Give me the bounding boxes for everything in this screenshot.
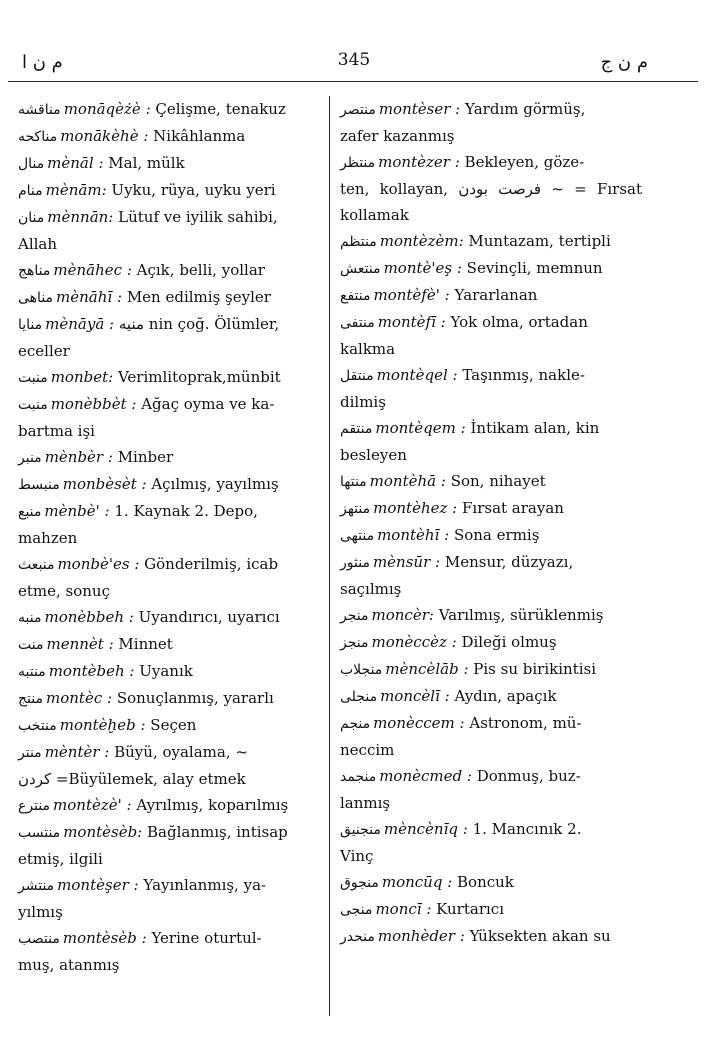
entry-continuation: كردن =Büyülemek, alay etmek — [18, 770, 246, 788]
entry-arabic-word: منترع — [18, 798, 51, 814]
entry-definition: Yararlanan — [454, 286, 538, 304]
entry-headword: monbè'es : — [57, 555, 145, 573]
dictionary-entry — [18, 792, 318, 819]
entry-definition: Yayınlanmış, ya- — [143, 876, 267, 894]
dictionary-entry — [340, 362, 642, 389]
dictionary-entry — [18, 551, 318, 578]
entry-headword: montèfè' : — [373, 286, 455, 304]
dictionary-entry — [340, 710, 642, 737]
entry-arabic-word: منجوق — [340, 875, 379, 891]
entry-definition: Verimlitoprak,münbit — [117, 368, 281, 386]
entry-arabic-word: منجر — [340, 608, 369, 624]
dictionary-entry — [340, 869, 642, 896]
entry-arabic-word: منتخب — [18, 718, 57, 734]
entry-headword: monècmed : — [379, 767, 477, 785]
entry-continuation: etmiş, ilgili — [18, 850, 103, 868]
entry-continuation: etme, sonuç — [18, 582, 110, 600]
column-divider — [329, 96, 330, 1016]
entry-definition: Bekleyen, göze- — [464, 153, 585, 171]
entry-definition: Seçen — [150, 716, 197, 734]
entry-arabic-word: منحدر — [340, 929, 375, 945]
entry-headword: mennèt : — [46, 635, 119, 653]
entry-arabic-word: منان — [18, 210, 45, 226]
entry-definition: Gönderilmiş, icab — [144, 555, 279, 573]
entry-headword: montèc : — [46, 689, 117, 707]
entry-definition: Ağaç oyma ve ka- — [141, 395, 275, 413]
entry-definition: منيه nin çoğ. Ölümler, — [118, 315, 280, 333]
entry-arabic-word: منتظم — [340, 234, 377, 250]
entry-definition: Mensur, düzyazı, — [444, 553, 574, 571]
entry-definition: Uyandırıcı, uyarıcı — [138, 608, 280, 626]
entry-arabic-word: منبعث — [18, 557, 55, 573]
entry-definition: Uyanık — [139, 662, 193, 680]
entry-arabic-word: مناهج — [18, 263, 51, 279]
dictionary-entry — [18, 257, 318, 284]
dictionary-entry — [340, 549, 642, 576]
entry-arabic-word: مناهى — [18, 290, 54, 306]
entry-continuation: ten, kollayan, فرصت بودن ~ = Fırsat kollamak — [340, 180, 642, 224]
entry-continuation: dilmiş — [340, 393, 386, 411]
dictionary-entry — [18, 311, 318, 338]
entry-headword: monèbbèt : — [50, 395, 142, 413]
entry-arabic-word: منتهى — [340, 528, 375, 544]
entry-headword: mènāhec : — [53, 261, 137, 279]
entry-arabic-word: منجلى — [340, 689, 378, 705]
dictionary-entry — [18, 819, 318, 846]
dictionary-entry — [18, 604, 318, 631]
entry-definition: Varılmış, sürüklenmiş — [438, 606, 604, 624]
entry-headword: montèhā : — [369, 472, 451, 490]
entry-headword: mènāhī : — [56, 288, 127, 306]
dictionary-entry — [18, 471, 318, 498]
entry-arabic-word: منت — [18, 637, 44, 653]
entry-headword: montèfī : — [377, 313, 451, 331]
dictionary-entry — [18, 444, 318, 471]
entry-headword: mènbèr : — [44, 448, 118, 466]
entry-arabic-word: منتفى — [340, 315, 375, 331]
entry-headword: montèqem : — [375, 419, 471, 437]
entry-definition: Taşınmış, nakle- — [462, 366, 585, 384]
entry-arabic-word: منتعش — [340, 261, 381, 277]
entry-arabic-word: منجمد — [340, 769, 377, 785]
dictionary-entry — [340, 763, 642, 790]
dictionary-entry — [18, 685, 318, 712]
entry-definition: Minber — [117, 448, 174, 466]
entry-continuation: Vinç — [340, 847, 374, 865]
entry-definition: Ayrılmış, koparılmış — [136, 796, 289, 814]
dictionary-entry — [18, 658, 318, 685]
entry-arabic-word: منتقل — [340, 368, 374, 384]
entry-headword: moncèlī : — [380, 687, 455, 705]
entry-arabic-word: منبت — [18, 397, 48, 413]
entry-headword: monāqèżè : — [63, 100, 156, 118]
entry-headword: monèccem : — [373, 714, 470, 732]
entry-definition: Fırsat arayan — [462, 499, 564, 517]
entry-continuation: saçılmış — [340, 580, 402, 598]
entry-arabic-word: منتج — [18, 691, 43, 707]
entry-definition: Sona ermiş — [453, 526, 540, 544]
entry-headword: mènāl : — [47, 154, 109, 172]
entry-definition: Çelişme, tenakuz — [155, 100, 286, 118]
left-column — [18, 96, 318, 978]
entry-arabic-word: منجنيق — [340, 822, 381, 838]
entry-arabic-word: منبع — [18, 504, 42, 520]
entry-arabic-word: منجلاب — [340, 662, 383, 678]
entry-continuation: lanmış — [340, 794, 391, 812]
entry-definition: Bağlanmış, intisap — [147, 823, 288, 841]
entry-definition: Lütuf ve iyilik sahibi, — [118, 208, 278, 226]
dictionary-entry — [340, 228, 642, 255]
entry-headword: mènnān: — [47, 208, 119, 226]
entry-definition: Son, nihayet — [450, 472, 546, 490]
entry-definition: 1. Kaynak 2. Depo, — [114, 502, 258, 520]
entry-definition: Uyku, rüya, uyku yeri — [111, 181, 276, 199]
entry-continuation: besleyen — [340, 446, 407, 464]
entry-headword: monèccèz : — [371, 633, 462, 651]
entry-arabic-word: منتقم — [340, 421, 373, 437]
dictionary-entry — [340, 923, 642, 950]
entry-headword: montèḫeb : — [59, 716, 151, 734]
dictionary-entry — [18, 872, 318, 899]
entry-headword: monèbbeh : — [44, 608, 139, 626]
entry-continuation: zafer kazanmış — [340, 127, 455, 145]
entry-headword: monbèsèt : — [62, 475, 152, 493]
dictionary-entry — [340, 522, 642, 549]
dictionary-entry — [18, 177, 318, 204]
entry-headword: montèzer : — [378, 153, 465, 171]
entry-definition: Astronom, mü- — [469, 714, 582, 732]
dictionary-entry — [18, 739, 318, 766]
entry-definition: Yok olma, ortadan — [450, 313, 588, 331]
entry-definition: Muntazam, tertipli — [468, 232, 611, 250]
entry-definition: Men edilmiş şeyler — [126, 288, 271, 306]
entry-arabic-word: منتبه — [18, 664, 46, 680]
dictionary-entry — [340, 896, 642, 923]
entry-headword: montèhī : — [377, 526, 454, 544]
entry-arabic-word: منال — [18, 156, 45, 172]
right-column — [340, 96, 642, 950]
entry-definition: Pis su birikintisi — [473, 660, 596, 678]
entry-arabic-word: منتر — [18, 745, 42, 761]
entry-definition: Büyü, oyalama, ~ — [114, 743, 248, 761]
entry-definition: Açık, belli, yollar — [136, 261, 265, 279]
dictionary-entry — [340, 602, 642, 629]
dictionary-entry — [340, 415, 642, 442]
entry-headword: mèncènīq : — [383, 820, 473, 838]
entry-headword: moncī : — [375, 900, 437, 918]
entry-arabic-word: منجم — [340, 716, 371, 732]
dictionary-entry — [18, 150, 318, 177]
entry-headword: monākèhè : — [60, 127, 154, 145]
entry-arabic-word: منتسب — [18, 825, 61, 841]
entry-arabic-word: منتهز — [340, 501, 371, 517]
dictionary-entry — [18, 631, 318, 658]
entry-definition: Açılmış, yayılmış — [151, 475, 279, 493]
dictionary-entry — [18, 284, 318, 311]
entry-headword: mènāyā : — [45, 315, 119, 333]
dictionary-entry — [18, 204, 318, 231]
entry-continuation: yılmış — [18, 903, 63, 921]
dictionary-entry — [340, 629, 642, 656]
entry-definition: Yerine oturtul- — [151, 929, 262, 947]
entry-headword: montèzè' : — [53, 796, 137, 814]
entry-headword: montèser : — [378, 100, 465, 118]
entry-arabic-word: مناقشه — [18, 102, 61, 118]
entry-arabic-word: منايا — [18, 317, 43, 333]
entry-arabic-word: منتظر — [340, 155, 376, 171]
entry-headword: montèqel : — [376, 366, 463, 384]
entry-definition: Yüksekten akan su — [469, 927, 611, 945]
header-rule — [8, 81, 698, 82]
entry-headword: mènsūr : — [372, 553, 445, 571]
dictionary-entry — [340, 683, 642, 710]
entry-definition: Aydın, apaçık — [454, 687, 557, 705]
entry-headword: mèntèr : — [44, 743, 115, 761]
dictionary-entry — [340, 495, 642, 522]
entry-headword: montèsèb: — [63, 823, 148, 841]
entry-headword: mèncèlāb : — [385, 660, 474, 678]
entry-arabic-word: منام — [18, 183, 43, 199]
entry-definition: 1. Mancınık 2. — [472, 820, 582, 838]
entry-headword: mènbè' : — [44, 502, 115, 520]
header-letters-right: م ن ج — [600, 52, 648, 73]
entry-arabic-word: منتفع — [340, 288, 371, 304]
entry-headword: montèzèm: — [379, 232, 469, 250]
dictionary-entry — [18, 123, 318, 150]
entry-headword: montèhez : — [373, 499, 462, 517]
page-number: 345 — [337, 50, 371, 70]
entry-definition: Nikâhlanma — [153, 127, 246, 145]
entry-arabic-word: منبه — [18, 610, 42, 626]
entry-arabic-word: منجز — [340, 635, 369, 651]
entry-definition: Dileği olmuş — [461, 633, 557, 651]
entry-continuation: Allah — [18, 235, 58, 253]
entry-definition: Minnet — [118, 635, 173, 653]
entry-definition: Kurtarıcı — [436, 900, 504, 918]
dictionary-entry — [340, 149, 642, 176]
dictionary-entry — [18, 712, 318, 739]
entry-definition: Donmuş, buz- — [476, 767, 581, 785]
dictionary-entry — [340, 309, 642, 336]
entry-arabic-word: منبسط — [18, 477, 60, 493]
dictionary-entry — [340, 96, 642, 123]
header-letters-left: م ن ا — [22, 52, 63, 73]
dictionary-entry — [18, 364, 318, 391]
entry-definition: Sevinçli, memnun — [466, 259, 603, 277]
entry-headword: monhèder : — [377, 927, 470, 945]
entry-headword: moncèr: — [371, 606, 439, 624]
entry-arabic-word: منبر — [18, 450, 42, 466]
entry-definition: İntikam alan, kin — [470, 419, 600, 437]
dictionary-entry — [340, 468, 642, 495]
entry-arabic-word: منتصر — [340, 102, 376, 118]
dictionary-entry — [340, 282, 642, 309]
entry-arabic-word: منثور — [340, 555, 370, 571]
entry-headword: montèşer : — [57, 876, 144, 894]
entry-arabic-word: منبت — [18, 370, 48, 386]
entry-definition: Sonuçlanmış, yararlı — [116, 689, 274, 707]
entry-continuation: mahzen — [18, 529, 78, 547]
entry-continuation: muş, atanmış — [18, 956, 120, 974]
entry-arabic-word: منتها — [340, 474, 367, 490]
page-header — [0, 0, 708, 73]
dictionary-entry — [18, 391, 318, 418]
dictionary-entry — [18, 96, 318, 123]
entry-continuation: kalkma — [340, 340, 396, 358]
entry-continuation: bartma işi — [18, 422, 95, 440]
entry-headword: moncūq : — [381, 873, 458, 891]
entry-definition: Boncuk — [457, 873, 514, 891]
entry-definition: Yardım görmüş, — [464, 100, 586, 118]
entry-headword: monbet: — [50, 368, 118, 386]
entry-arabic-word: منتشر — [18, 878, 55, 894]
entry-headword: montè'eş : — [383, 259, 467, 277]
entry-continuation: eceller — [18, 342, 70, 360]
dictionary-entry — [340, 656, 642, 683]
entry-definition: Mal, mülk — [108, 154, 185, 172]
dictionary-entry — [340, 255, 642, 282]
dictionary-entry — [340, 816, 642, 843]
entry-headword: mènām: — [45, 181, 112, 199]
dictionary-entry — [18, 498, 318, 525]
dictionary-entry — [18, 925, 318, 952]
entry-headword: montèbeh : — [48, 662, 140, 680]
entry-continuation: neccim — [340, 741, 395, 759]
entry-headword: montèsèb : — [62, 929, 152, 947]
entry-arabic-word: مناكحه — [18, 129, 58, 145]
entry-arabic-word: منجى — [340, 902, 373, 918]
entry-arabic-word: منتصب — [18, 931, 60, 947]
